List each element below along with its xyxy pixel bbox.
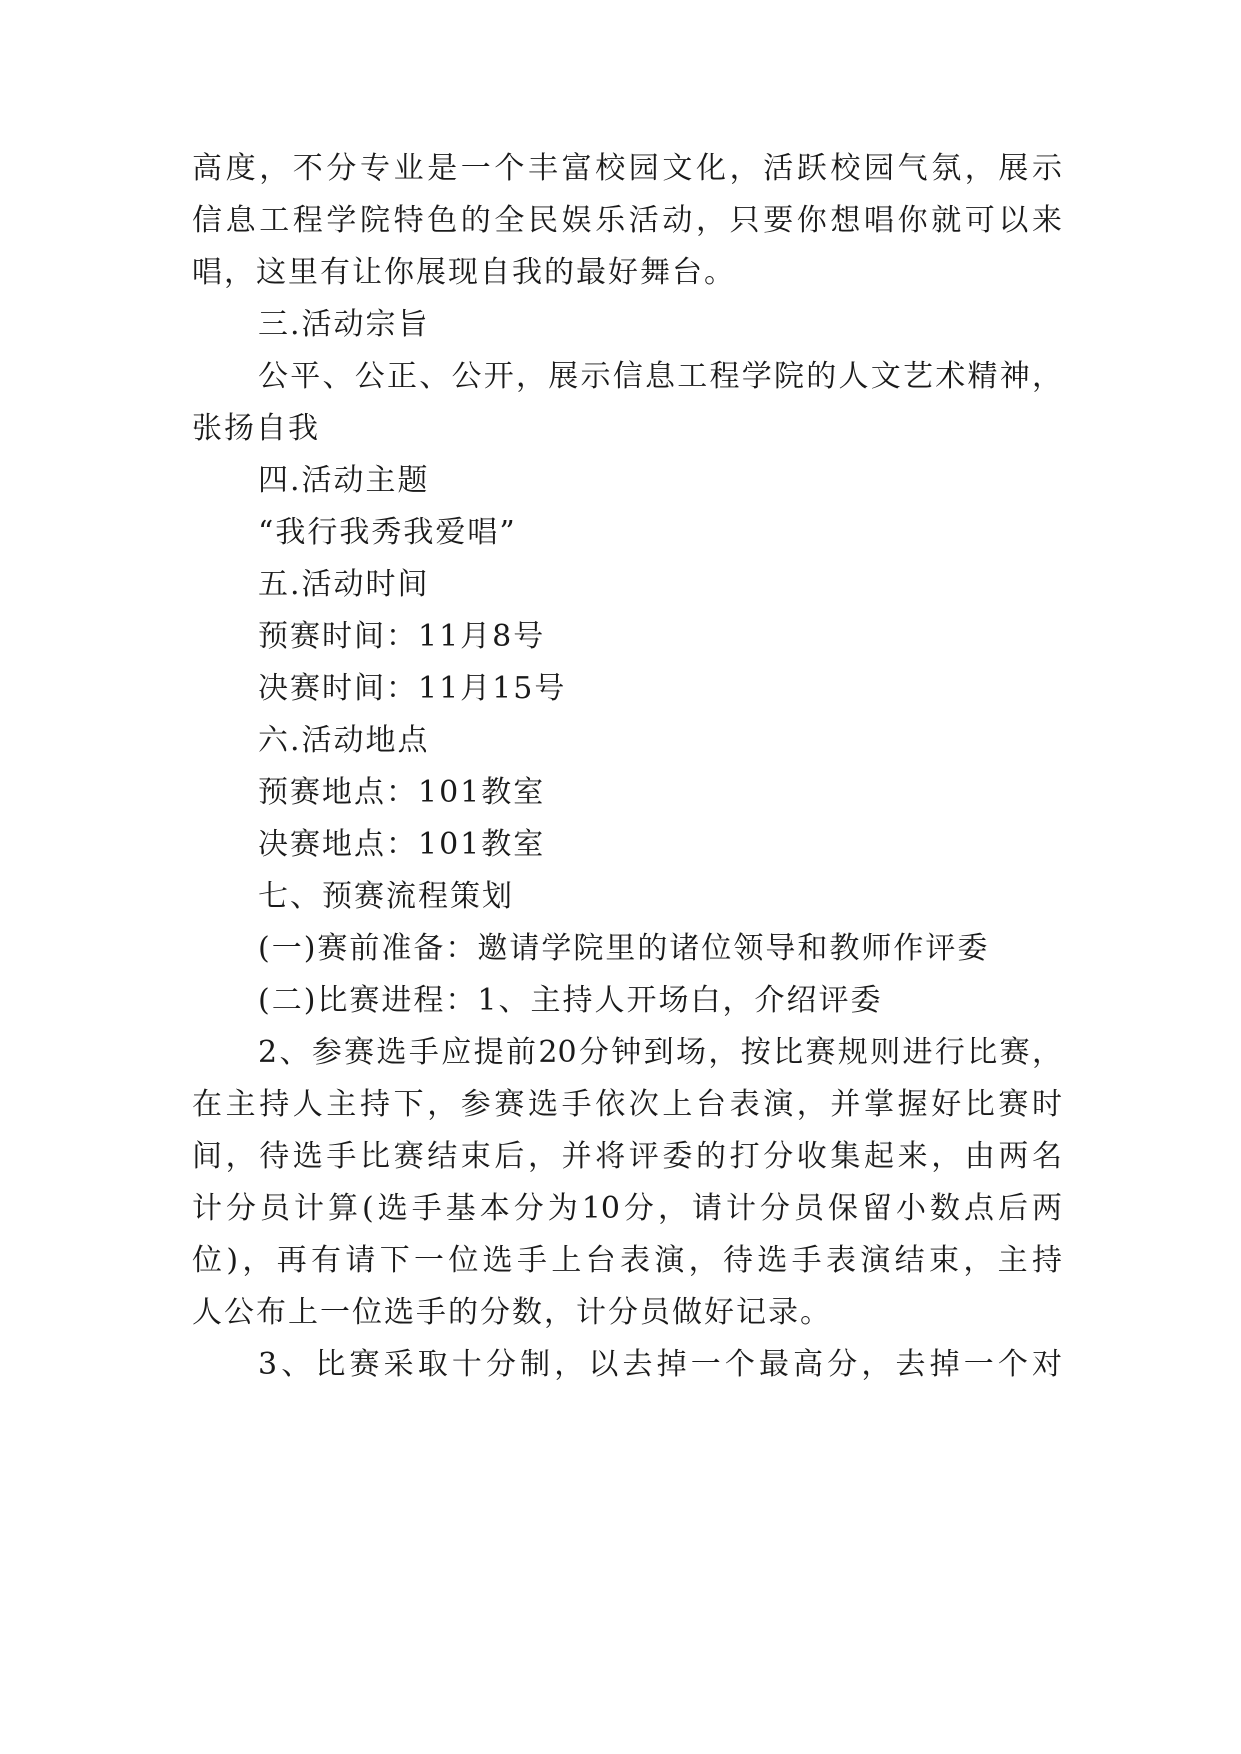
body-line: 唱，这里有让你展现自我的最好舞台。 — [192, 255, 736, 290]
body-line: 计分员计算(选手基本分为10分，请计分员保留小数点后两 — [192, 1191, 1062, 1226]
section-heading: 五.活动时间 — [258, 567, 430, 602]
body-line: 2、参赛选手应提前20分钟到场，按比赛规则进行比赛， — [258, 1035, 1062, 1070]
body-line: 预赛时间：11月8号 — [258, 619, 546, 654]
section-heading: 三.活动宗旨 — [258, 307, 430, 342]
body-line: 信息工程学院特色的全民娱乐活动，只要你想唱你就可以来 — [192, 203, 1062, 238]
body-line: 决赛时间：11月15号 — [258, 671, 567, 706]
body-line: 预赛地点：101教室 — [258, 775, 546, 810]
body-line: 公平、公正、公开，展示信息工程学院的人文艺术精神， — [258, 359, 1062, 394]
body-line: 决赛地点：101教室 — [258, 827, 546, 862]
body-line: (一)赛前准备：邀请学院里的诸位领导和教师作评委 — [258, 931, 990, 966]
activity-theme: “我行我秀我爱唱” — [258, 515, 517, 550]
body-line: 3、比赛采取十分制，以去掉一个最高分，去掉一个对 — [258, 1347, 1062, 1382]
body-line: 位)，再有请下一位选手上台表演，待选手表演结束，主持 — [192, 1243, 1062, 1278]
body-line: 间，待选手比赛结束后，并将评委的打分收集起来，由两名 — [192, 1139, 1062, 1174]
body-line: 高度，不分专业是一个丰富校园文化，活跃校园气氛，展示 — [192, 151, 1062, 186]
body-line: 人公布上一位选手的分数，计分员做好记录。 — [192, 1295, 832, 1330]
body-line: 在主持人主持下，参赛选手依次上台表演，并掌握好比赛时 — [192, 1087, 1062, 1122]
section-heading: 六.活动地点 — [258, 723, 430, 758]
body-line: 张扬自我 — [192, 411, 320, 446]
section-heading: 七、预赛流程策划 — [258, 879, 514, 914]
body-line: (二)比赛进程：1、主持人开场白，介绍评委 — [258, 983, 883, 1018]
section-heading: 四.活动主题 — [258, 463, 430, 498]
